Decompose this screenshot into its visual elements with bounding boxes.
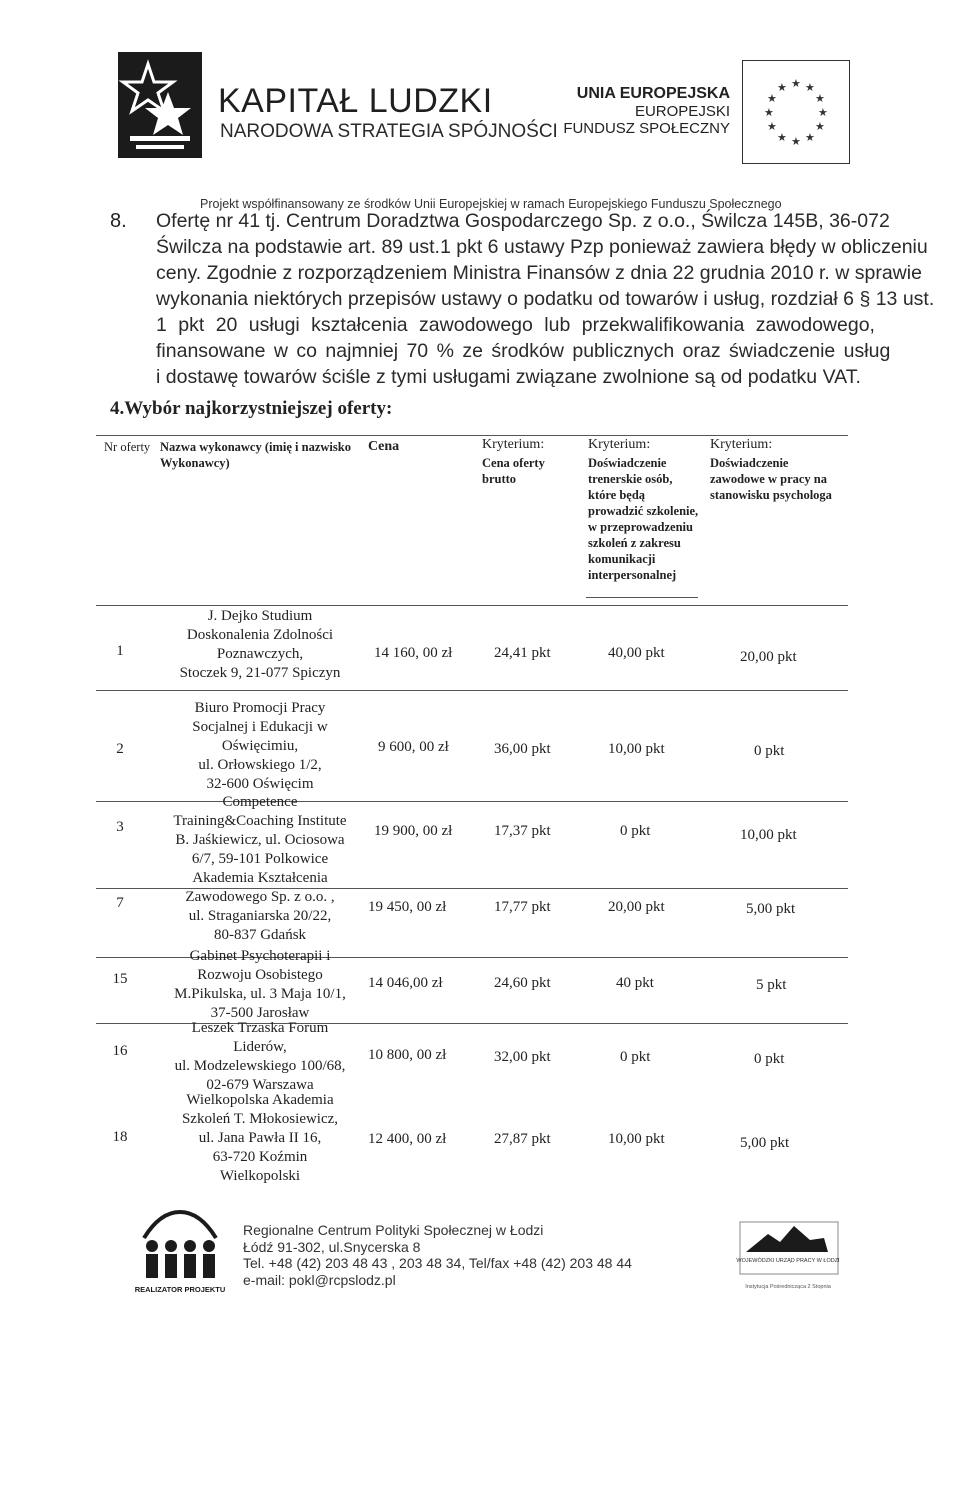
row-k3: 0 pkt (754, 1051, 785, 1067)
name-line: ul. Straganiarska 20/22, (188, 908, 332, 924)
svg-text:★: ★ (777, 81, 787, 94)
header-nr: Nr oferty (104, 440, 151, 454)
row-k3: 5,00 pkt (746, 901, 796, 917)
row-k1: 36,00 pkt (494, 741, 551, 757)
row-k1: 17,77 pkt (494, 899, 551, 915)
row-k3: 20,00 pkt (740, 649, 797, 665)
name-line: Biuro Promocji Pracy (194, 700, 326, 716)
svg-text:★: ★ (764, 106, 774, 119)
name-line: 80-837 Gdańsk (213, 927, 307, 943)
header-k3-title: Kryterium: (710, 437, 773, 452)
eu-label-line: EUROPEJSKI (634, 103, 730, 120)
name-line: Training&Coaching Institute (173, 813, 347, 829)
paragraph-line: ceny. Zgodnie z rozporządzeniem Ministra Finansów z dnia 22 grudnia 2010 r. w sprawie (156, 262, 922, 284)
header-price: Cena (368, 439, 400, 454)
realizator-label: REALIZATOR PROJEKTU (134, 1285, 226, 1294)
paragraph-line: i dostawę towarów ściśle z tymi usługami związane zwolnione są od podatku VAT. (156, 366, 861, 388)
header-k1-desc: Cena oferty brutto (482, 456, 545, 486)
row-nr: 18 (112, 1129, 128, 1145)
people-logo-icon (134, 1208, 226, 1298)
wup-name: WOJEWÓDZKI URZĄD PRACY W ŁODZI (736, 1258, 840, 1264)
section-number: 8. (110, 210, 127, 232)
row-price: 14 046,00 zł (368, 975, 443, 991)
row-k1: 32,00 pkt (494, 1049, 551, 1065)
name-line: Akademia Kształcenia (192, 870, 328, 886)
svg-text:★: ★ (791, 77, 801, 90)
row-nr: 7 (116, 895, 124, 911)
mountain-logo-icon (728, 1208, 848, 1300)
row-name (160, 869, 360, 945)
name-line: ul. Orłowskiego 1/2, (198, 757, 322, 773)
svg-text:★: ★ (767, 120, 777, 133)
header-underline (586, 597, 698, 598)
header-k1-title: Kryterium: (482, 437, 545, 452)
logo-title: KAPITAŁ LUDZKI (218, 82, 493, 120)
row-k2: 10,00 pkt (608, 1131, 665, 1147)
header-k2-title: Kryterium: (588, 437, 651, 452)
svg-text:★: ★ (791, 135, 801, 148)
svg-text:★: ★ (815, 92, 825, 105)
name-line: ul. Modzelewskiego 100/68, (174, 1058, 346, 1074)
row-k1: 24,60 pkt (494, 975, 551, 991)
name-line: Stoczek 9, 21-077 Spiczyn (179, 665, 341, 681)
wup-caption: Instytucja Pośrednicząca 2 Stopnia (745, 1284, 831, 1290)
name-line: 6/7, 59-101 Polkowice (191, 851, 329, 867)
name-line: Competence (222, 794, 298, 810)
row-k3: 5,00 pkt (740, 1135, 790, 1151)
svg-text:★: ★ (805, 81, 815, 94)
row-price: 19 900, 00 zł (374, 823, 453, 839)
svg-text:★: ★ (815, 120, 825, 133)
project-cofinancing-line: Projekt współfinansowany ze środków Unii Europejskiej w ramach Europejskiego Funduszu Społecznego (200, 197, 782, 211)
row-price: 10 800, 00 zł (368, 1047, 447, 1063)
stars-logo-icon (118, 52, 202, 158)
row-k1: 27,87 pkt (494, 1131, 551, 1147)
footer-line: e-mail: pokl@rcpslodz.pl (243, 1271, 396, 1288)
eu-label-line: FUNDUSZ SPOŁECZNY (563, 120, 730, 137)
row-nr: 1 (116, 643, 124, 659)
row-k2: 20,00 pkt (608, 899, 665, 915)
table-rule (96, 605, 848, 606)
row-k3: 5 pkt (756, 977, 787, 993)
row-name (154, 947, 366, 1023)
name-line: Oświęcimiu, (221, 738, 299, 754)
table-rule (96, 690, 848, 691)
svg-text:★: ★ (818, 106, 828, 119)
row-k3: 10,00 pkt (740, 827, 797, 843)
row-k2: 40 pkt (616, 975, 654, 991)
header-k3-desc: Doświadczenie zawodowe w pracy na stanowisku psychologa (710, 456, 832, 502)
svg-text:★: ★ (777, 131, 787, 144)
row-nr: 16 (112, 1043, 128, 1059)
name-line: B. Jaśkiewicz, ul. Ociosowa (175, 832, 345, 848)
paragraph-line: finansowane w co najmniej 70 % ze środków publicznych oraz świadczenie usług (156, 340, 891, 362)
svg-text:★: ★ (767, 92, 777, 105)
name-line: J. Dejko Studium (207, 608, 313, 624)
row-name (154, 1019, 366, 1095)
name-line: Szkoleń T. Młokosiewicz, (181, 1111, 339, 1127)
row-k3: 0 pkt (754, 743, 785, 759)
row-k2: 40,00 pkt (608, 645, 665, 661)
name-line: Liderów, (233, 1039, 287, 1055)
rcps-logo (134, 1208, 226, 1298)
eu-label-line: UNIA EUROPEJSKA (576, 85, 730, 102)
row-k1: 24,41 pkt (494, 645, 551, 661)
paragraph-line: 1 pkt 20 usługi kształcenia zawodowego lub przekwalifikowania zawodowego, (156, 314, 875, 336)
name-line: 02-679 Warszawa (206, 1077, 314, 1093)
row-nr: 3 (116, 819, 124, 835)
row-name (160, 607, 360, 683)
paragraph-line: wykonania niektórych przepisów ustawy o podatku od towarów i usług, rozdział 6 § 13 ust. (156, 288, 935, 310)
row-k2: 0 pkt (620, 823, 651, 839)
eu-flag-icon (742, 60, 850, 164)
name-line: Poznawczych, (216, 646, 304, 662)
table-rule (96, 435, 848, 436)
name-line: M.Pikulska, ul. 3 Maja 10/1, (174, 986, 346, 1002)
header-name: Nazwa wykonawcy (imię i nazwisko Wykonawcy) (160, 440, 351, 470)
name-line: Wielkopolski (219, 1168, 301, 1184)
name-line: 32-600 Oświęcim (206, 776, 314, 792)
name-line: ul. Jana Pawła II 16, (198, 1130, 322, 1146)
row-nr: 2 (116, 741, 124, 757)
row-k1: 17,37 pkt (494, 823, 551, 839)
footer-line: Łódź 91-302, ul.Snycerska 8 (243, 1238, 421, 1255)
paragraph-line: Ofertę nr 41 tj. Centrum Doradztwa Gospodarczego Sp. z o.o., Świlcza 145B, 36-072 (156, 210, 890, 232)
logo-subtitle: NARODOWA STRATEGIA SPÓJNOŚCI (220, 121, 558, 142)
row-nr: 15 (112, 971, 128, 987)
footer-contact (243, 1222, 632, 1288)
row-name (154, 793, 366, 869)
name-line: Rozwoju Osobistego (197, 967, 323, 983)
row-k2: 0 pkt (620, 1049, 651, 1065)
eu-label (560, 84, 730, 137)
footer-line: Regionalne Centrum Polityki Społecznej w Łodzi (243, 1222, 544, 1238)
row-price: 9 600, 00 zł (378, 739, 449, 755)
name-line: 37-500 Jarosław (210, 1005, 310, 1021)
footer-line: Tel. +48 (42) 203 48 43 , 203 48 34, Tel/fax +48 (42) 203 48 44 (243, 1255, 632, 1271)
name-line: Doskonalenia Zdolności (186, 627, 334, 643)
name-line: Leszek Trzaska Forum (191, 1020, 329, 1036)
row-k2: 10,00 pkt (608, 741, 665, 757)
wup-logo (728, 1208, 848, 1300)
svg-text:★: ★ (805, 131, 815, 144)
section-heading: 4.Wybór najkorzystniejszej oferty: (110, 398, 393, 419)
row-name (154, 1091, 366, 1186)
row-name (160, 699, 360, 794)
kapital-ludzki-logo (118, 52, 202, 158)
name-line: Wielkopolska Akademia (186, 1092, 334, 1108)
paragraph-line: Świlcza na podstawie art. 89 ust.1 pkt 6 ustawy Pzp ponieważ zawiera błędy w obliczeniu (156, 236, 928, 258)
name-line: Zawodowego Sp. z o.o. , (185, 889, 335, 905)
name-line: Socjalnej i Edukacji w (192, 719, 328, 735)
offers-table (96, 435, 848, 1491)
row-price: 12 400, 00 zł (368, 1131, 447, 1147)
row-price: 14 160, 00 zł (374, 645, 453, 661)
row-price: 19 450, 00 zł (368, 899, 447, 915)
name-line: Gabinet Psychoterapii i (189, 948, 331, 964)
name-line: 63-720 Koźmin (212, 1149, 308, 1165)
header-k2-desc: Doświadczenie trenerskie osób, które będą prowadzić szkolenie, w przeprowadzeniu szkoleń z zakresu komunikacji interpersonalnej (588, 456, 699, 582)
